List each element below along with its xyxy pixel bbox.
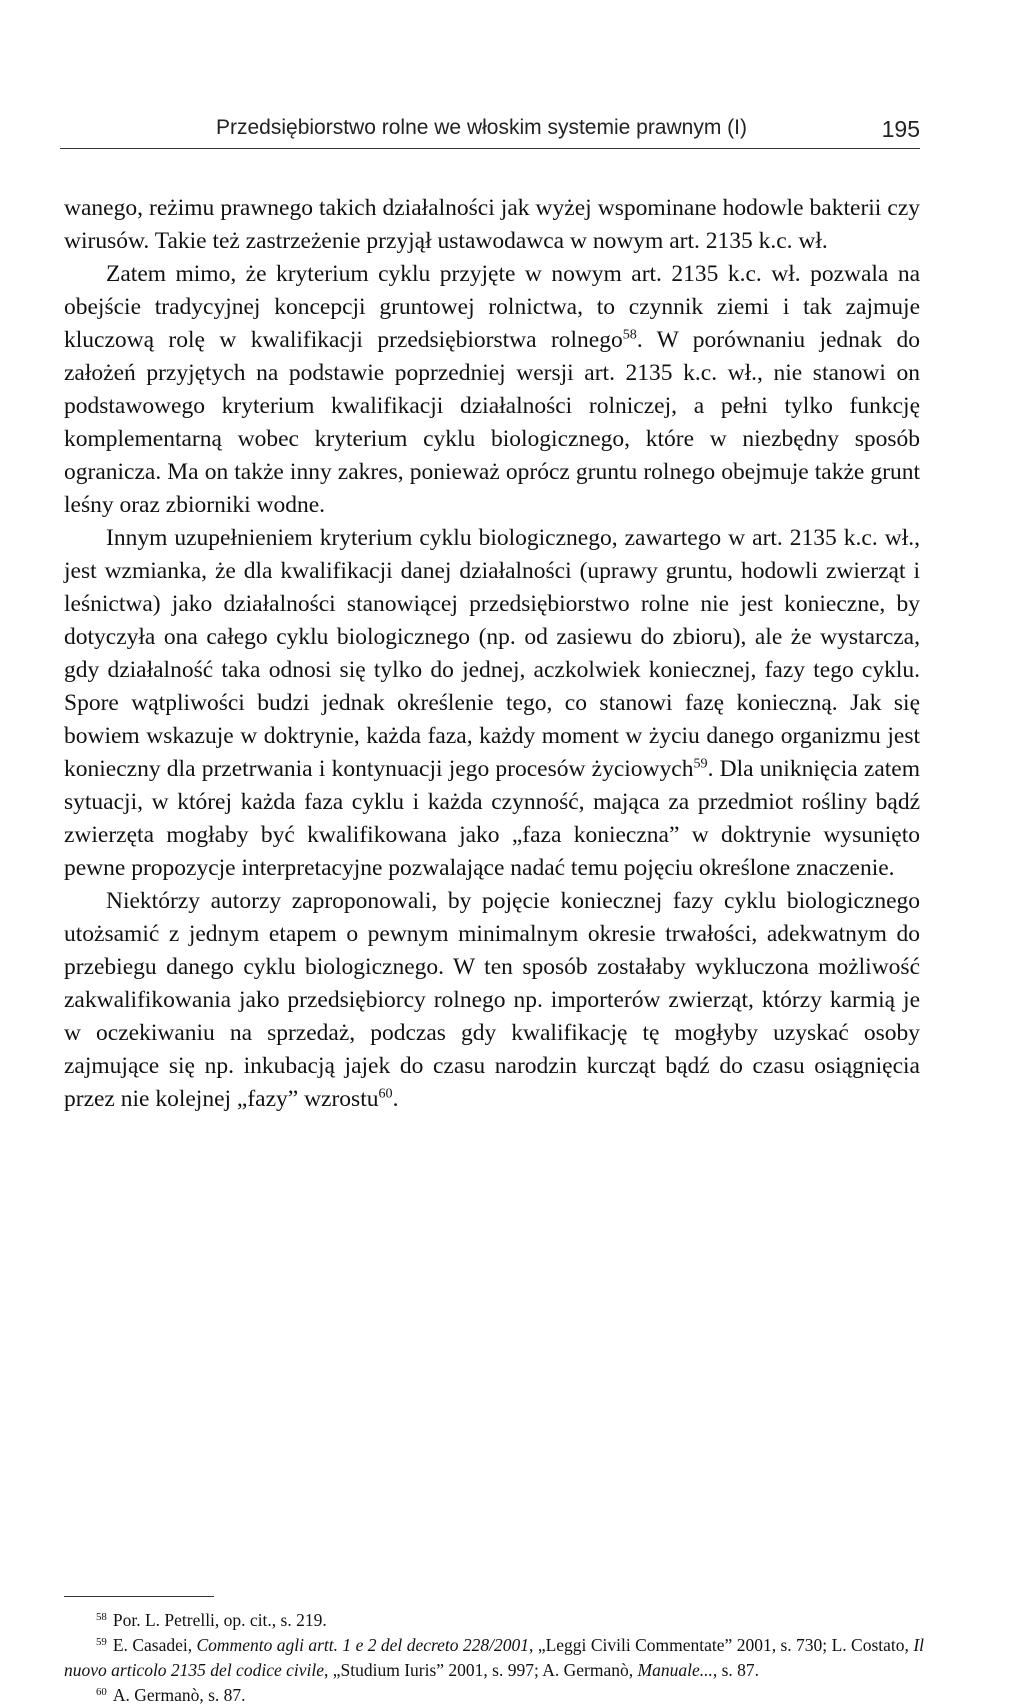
footnote-ref: 60 xyxy=(378,1085,393,1102)
footnote-ref: 59 xyxy=(693,755,708,772)
paragraph: Innym uzupełnieniem kryterium cyklu biologicznego, zawartego w art. 2135 k.c. wł., jest wzmianka, że dla kwalifikacji danej działalności (uprawy gruntu, hodowli zwierząt i leśnictwa) jako działalności stanowiącej przedsiębiorstwo rolne nie jest konieczne, by dotyczyła ona całego cyklu biologicznego (np. od zasiewu do zbioru), ale że wystarcza, gdy działalność taka odnosi się tylko do jednej, aczkolwiek koniecznej, fazy tego cyklu. Spore wątpliwości budzi jednak określenie tego, co stanowi fazę konieczną. Jak się bowiem wskazuje w doktrynie, każda faza, każdy moment w życiu danego organizmu jest konieczny dla przetrwania i kontynuacji jego procesów życiowych$^{59}$. Dla uniknięcia zatem sytuacji, w której każda faza cyklu i każda czynność, mająca za przedmiot rośliny bądź zwierzęta mogłaby być kwalifikowana jako „faza konieczna” w doktrynie wysunięto pewne propozycje interpretacyjne pozwalające nadać temu pojęciu określone znaczenie. xyxy=(64,525,920,881)
paragraph: Zatem mimo, że kryterium cyklu przyjęte w nowym art. 2135 k.c. wł. pozwala na obejście tradycyjnej koncepcji gruntowej rolnictwa, to czynnik ziemi i tak zajmuje kluczową rolę w kwalifikacji przedsiębiorstwa rolnego$^{58}$. W porównaniu jednak do założeń przyjętych na podstawie poprzedniej wersji art. 2135 k.c. wł., nie stanowi on podstawowego kryterium kwalifikacji działalności rolniczej, a pełni tylko funkcję komplementarną wobec kryterium cyklu biologicznego, które w niezbędny sposób ogranicza. Ma on także inny zakres, ponieważ oprócz gruntu rolnego obejmuje także grunt leśny oraz zbiorniki wodne. xyxy=(64,261,920,518)
footnote-58: $^{58}$ Por. L. Petrelli, op. cit., s. 219. xyxy=(96,1610,327,1630)
footnote-rule xyxy=(64,1596,214,1597)
main-text xyxy=(64,192,920,1116)
footnote-ref: 58 xyxy=(622,326,637,343)
footnote-60: $^{60}$ A. Germanò, s. 87. xyxy=(96,1685,246,1705)
paragraph: Niektórzy autorzy zaproponowali, by pojęcie koniecznej fazy cyklu biologicznego utożsamić z jednym etapem o pewnym minimalnym okresie trwałości, adekwatnym do przebiegu danego cyklu biologicznego. W ten sposób zostałaby wykluczona możliwość zakwalifikowania jako przedsiębiorcy rolnego np. importerów zwierząt, którzy karmią je w oczekiwaniu na sprzedaż, podczas gdy kwalifikację tę mogłyby uzyskać osoby zajmujące się np. inkubacją jajek do czasu narodzin kurcząt bądź do czasu osiągnięcia przez nie kolejnej „fazy” wzrostu$^{60}$. xyxy=(64,888,920,1112)
footnotes xyxy=(64,1608,924,1708)
paragraph: wanego, reżimu prawnego takich działalności jak wyżej wspominane hodowle bakterii czy wirusów. Takie też zastrzeżenie przyjął ustawodawca w nowym art. 2135 k.c. wł. xyxy=(64,195,920,254)
running-header xyxy=(60,112,920,152)
running-title: Przedsiębiorstwo rolne we włoskim systemie prawnym (I) xyxy=(216,116,747,139)
header-rule xyxy=(60,148,920,149)
footnote-59: $^{59}$ E. Casadei, Commento agli artt. 1 e 2 del decreto 228/2001, „Leggi Civili Commentate” 2001, s. 730; L. Costato, Il nuovo articolo 2135 del codice civile, „Studium Iuris” 2001, s. 997; A. Germanò, Manuale..., s. 87. xyxy=(64,1635,925,1680)
page-number: 195 xyxy=(881,116,920,142)
